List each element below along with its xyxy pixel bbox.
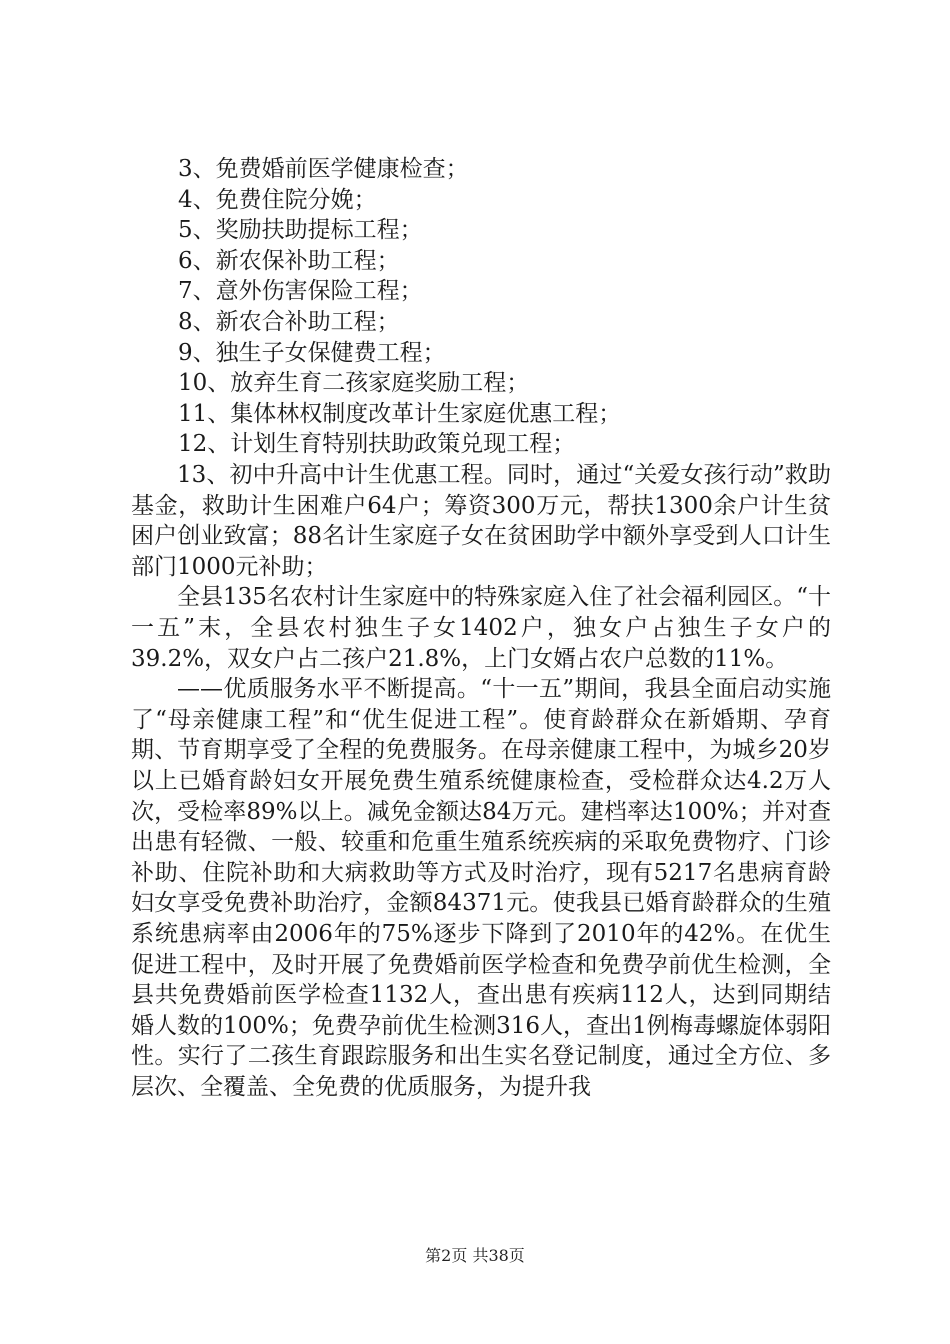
numbered-list (178, 154, 858, 460)
list-item: 8、新农合补助工程； (178, 308, 400, 335)
page-footer (0, 1243, 950, 1266)
paragraph-item-13: 13、初中升高中计生优惠工程。同时，通过“关爱女孩行动”救助基金，救助计生困难户64户；筹资300万元，帮扶1300余户计生贫困户创业致富；88名计生家庭子女在贫困助学中额外享受到人口计生部门1000元补助； (131, 462, 831, 580)
list-item: 3、免费婚前医学健康检查； (178, 156, 469, 182)
list-item: 5、奖励扶助提标工程； (178, 217, 423, 244)
list-item: 9、独生子女保健费工程； (178, 339, 446, 366)
page-number: 第2页 共38页 (425, 1246, 525, 1265)
body-text (131, 460, 831, 1102)
list-item: 10、放弃生育二孩家庭奖励工程； (178, 370, 530, 397)
paragraph-special-families: 全县135名农村计生家庭中的特殊家庭入住了社会福利园区。“十一五”末，全县农村独生子女1402户，独女户占独生子女户的39.2%，双女户占二孩户21.8%，上门女婿占农户总数的11%。 (131, 584, 831, 672)
list-item: 12、计划生育特别扶助政策兑现工程； (178, 431, 576, 458)
paragraph-quality-service: ——优质服务水平不断提高。“十一五”期间，我县全面启动实施了“母亲健康工程”和“优生促进工程”。使育龄群众在新婚期、孕育期、节育期享受了全程的免费服务。在母亲健康工程中，为城乡20岁以上已婚育龄妇女开展免费生殖系统健康检查，受检群众达4.2万人次，受检率89%以上。减免金额达84万元。建档率达100%；并对查出患有轻微、一般、较重和危重生殖系统疾病的采取免费物疗、门诊补助、住院补助和大病救助等方式及时治疗，现有5217名患病育龄妇女享受免费补助治疗，金额84371元。使我县已婚育龄群众的生殖系统患病率由2006年的75%逐步下降到了2010年的42%。在优生促进工程中，及时开展了免费婚前医学检查和免费孕前优生检测，全县共免费婚前医学检查1132人，查出患有疾病112人，达到同期结婚人数的100%；免费孕前优生检测316人，查出1例梅毒螺旋体弱阳性。实行了二孩生育跟踪服务和出生实名登记制度，通过全方位、多层次、全覆盖、全免费的优质服务，为提升我 (131, 676, 831, 1100)
list-item: 4、免费住院分娩； (178, 186, 377, 213)
list-item: 11、集体林权制度改革计生家庭优惠工程； (178, 400, 622, 427)
list-item: 6、新农保补助工程； (178, 247, 400, 274)
list-item: 7、意外伤害保险工程； (178, 278, 423, 305)
